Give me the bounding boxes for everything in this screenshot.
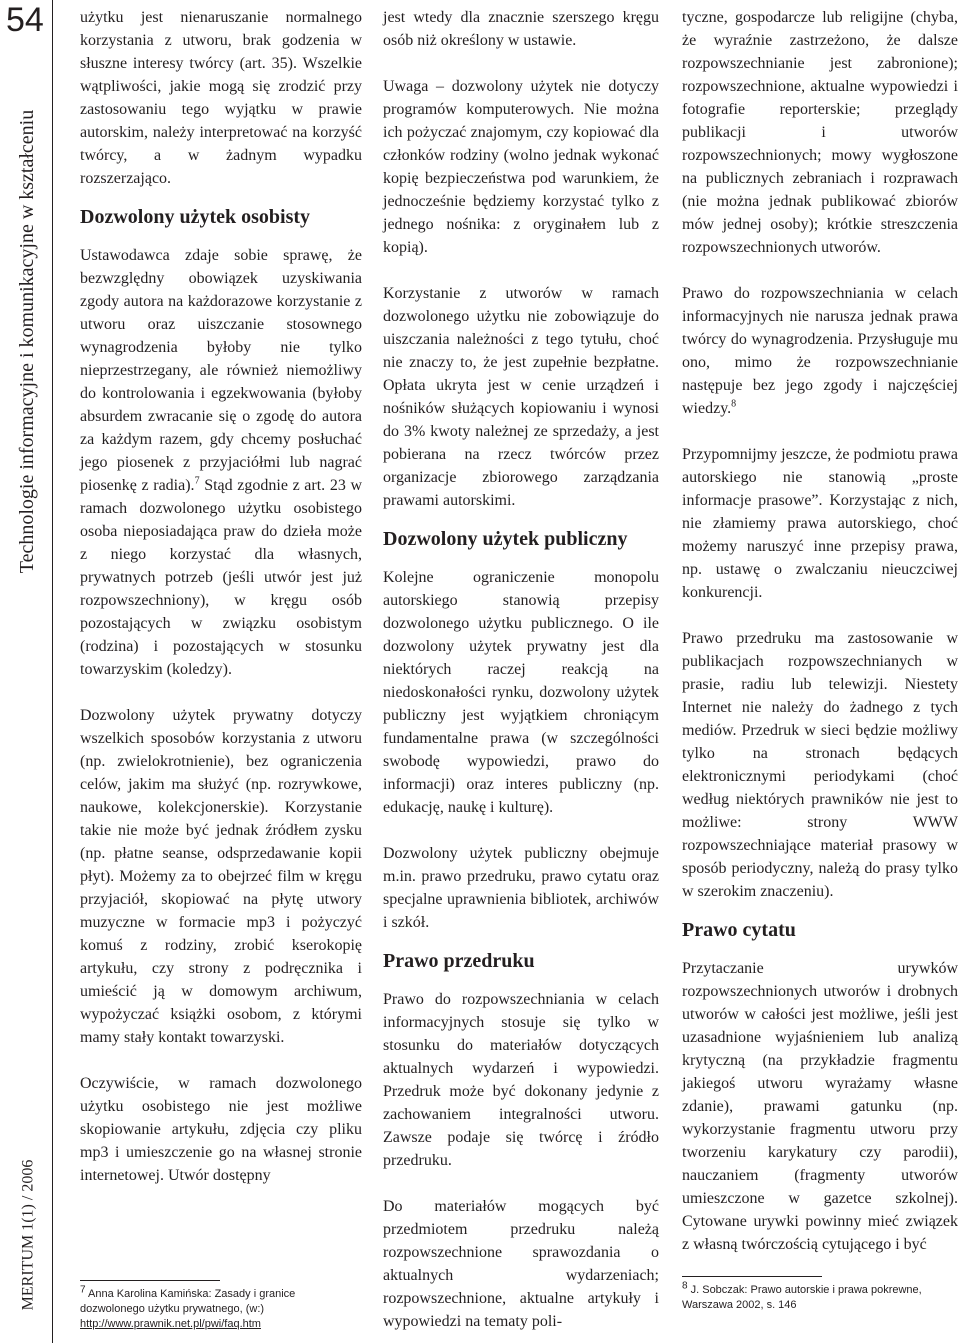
paragraph: Oczywiście, w ramach dozwolonego użytku osobistego nie jest możliwe skopiowanie artykułu, zdjęcia czy pliku mp3 i umieszczenie go na własnej stronie internetowej. Utwór dostępny <box>80 1075 362 1184</box>
paragraph: Prawo do rozpowszechniania w celach informacyjnych stosuje się tylko w stosunku do materiałów dotyczących aktualnych wydarzeń i wypowiedzi. Przedruk może być dokonany jedynie z zachowaniem integralności utworu. Zawsze podaje się twórcę i źródło przedruku. <box>383 991 659 1169</box>
footnote <box>682 1280 958 1313</box>
section-heading: Prawo przedruku <box>383 950 535 972</box>
section-heading: Dozwolony użytek osobisty <box>80 206 311 228</box>
paragraph: jest wtedy dla znacznie szerszego kręgu osób niż określony w ustawie. <box>383 9 659 49</box>
column-2 <box>383 0 659 1343</box>
paragraph: tyczne, gospodarcze lub religijne (chyba, że wyraźnie zastrzeżono, że dalsze rozpowszechnianie jest zabronione); rozpowszechnione, aktualne wypowiedzi i fotografie reporterskie; przeglądy publikacji i utworów rozpowszechnionych; mowy wygłoszone na publicznych zebraniach i rozprawach (nie można jednak publikować zbiorów mów jednej osoby); krótkie streszczenia rozpowszechnionych utworów. <box>682 9 958 256</box>
paragraph: Kolejne ograniczenie monopolu autorskiego stanowią przepisy dozwolonego użytku publicznego. O ile dozwolony użytek prywatny jest dla niektórych raczej reakcją na niedoskonałości rynku, dozwolony użytek publiczny jest wyjątkiem chroniącym fundamentalne prawa (w szczególności swobodę wypowiedzi, prawo do informacji) oraz interes publiczny (np. edukację, naukę i kulturę). <box>383 569 659 816</box>
paragraph <box>682 282 958 420</box>
paragraph: Przypomnijmy jeszcze, że podmiotu prawa autorskiego nie stanowią „proste informacje prasowe”. Korzystając z nich, nie złamiemy prawa autorskiego, choć możemy naruszyć inne przepisy prawa, np. ustawę o zwalczaniu nieuczciwej konkurencji. <box>682 446 958 601</box>
footnote-text: Anna Karolina Kamińska: Zasady i granice dozwolonego użytku prywatnego, (w:) <box>80 1288 296 1315</box>
footnote <box>80 1284 362 1332</box>
paragraph: Przytaczanie urywków rozpowszechnionych utworów i drobnych utworów w całości jest możliwe, jeśli jest uzasadnione wyjaśnieniem lub analizą krytyczną (na przykładzie fragmentu jakiegoś utworu wyrażamy własne zdanie), prawami gatunku (np. wykorzystanie fragmentu utworu przy tworzeniu karykatury czy parodii), nauczaniem (fragmenty utworów umieszczone w gazetce szkolnej). Cytowane urywki powinny mieć związek z własną twórczością cytującego i być <box>682 960 958 1253</box>
footnote-number: 8 <box>682 1280 688 1292</box>
side-running-title <box>8 46 48 636</box>
footnote-ref: 7 <box>194 475 200 487</box>
footnote-text: J. Sobczak: Prawo autorskie i prawa pokrewne, Warszawa 2002, s. 146 <box>682 1284 922 1311</box>
page-number: 54 <box>6 1 44 39</box>
footnote-link[interactable]: http://www.prawnik.net.pl/pwi/faq.htm <box>80 1318 261 1330</box>
footnote-block <box>80 1280 362 1332</box>
footnote-ref: 8 <box>731 398 737 410</box>
paragraph: Prawo przedruku ma zastosowanie w publikacjach rozpowszechnianych w prasie, radiu lub telewizji. Niestety Internet nie należy do żadnego z tych mediów. Przedruk w sieci będzie możliwy tylko na stronach będących elektronicznymi periodykami (choć według niektórych prawników nie jest to możliwe: strony WWW rozpowszechniające materiał prasowy w sposób periodyczny, należą do prasy tylko w szerokim znaczeniu). <box>682 630 958 900</box>
side-running-title-text: Technologie informacyjne i komunikacyjne w kształceniu <box>16 109 39 573</box>
side-journal-issue-text: MERITUM 1(1) / 2006 <box>19 1159 36 1311</box>
paragraph: Korzystanie z utworów w ramach dozwolonego użytku nie zobowiązuje do uiszczania należności z tego tytułu, choć nie znaczy to, że jest zupełnie bezpłatne. Opłata ukryta jest w cenie urządzeń i nośników służących kopiowaniu i wynosi do 3% kwoty należnej ze sprzedaży, a jest pobierana na rzecz twórców przez organizacje zbiorowego zarządzania prawami autorskimi. <box>383 285 659 509</box>
paragraph: Do materiałów mogących być przedmiotem przedruku należą rozpowszechnione sprawozdania o aktualnych wydarzeniach; rozpowszechnione, aktualne artykuły i wypowiedzi na tematy poli- <box>383 1198 659 1330</box>
side-divider <box>52 0 53 1343</box>
footnote-rule <box>682 1276 822 1277</box>
side-journal-issue <box>8 1140 48 1330</box>
column-3 <box>682 0 958 1343</box>
paragraph-text: Prawo do rozpowszechniania w celach informacyjnych nie narusza jednak prawa twórcy do wynagrodzenia. Przysługuje mu ono, mimo że rozpowszechnianie następuje bez jego zgody i najczęściej wiedzy. <box>682 285 958 417</box>
paragraph: użytku jest nienaruszanie normalnego korzystania z utworu, brak godzenia w słuszne interesy twórcy (art. 35). Wszelkie wątpliwości, jakie mogą się zrodzić przy zastosowaniu tego wyjątku w prawie autorskim, należy interpretować na korzyść twórcy, a w żadnym wypadku rozszerzająco. <box>80 9 362 187</box>
paragraph: Dozwolony użytek publiczny obejmuje m.in. prawo przedruku, prawo cytatu oraz specjalne uprawnienia bibliotek, archiwów i szkół. <box>383 845 659 931</box>
paragraph: Dozwolony użytek prywatny dotyczy wszelkich sposobów korzystania z utworu (np. zwielokrotnienie), bez ograniczenia celów, jakim ma służyć (np. rozrywkowe, naukowe, kolekcjonerskie). Korzystanie takie nie może być jednak źródłem zysku (np. płatne seanse, odsprzedawanie kopii płyt). Możemy za to obejrzeć film w kręgu przyjaciół, skopiować na płytę utwory muzyczne w formacie mp3 i pożyczyć komuś z rodziny, zrobić kserokopię artykułu, czy strony z podręcznika i umieścić ją w domowym archiwum, wypożyczać książki osobom, z którymi mamy stały kontakt towarzyski. <box>80 707 362 1046</box>
footnote-block <box>682 1276 958 1313</box>
paragraph <box>80 244 362 681</box>
section-heading: Dozwolony użytek publiczny <box>383 528 628 550</box>
paragraph-text: Stąd zgodnie z art. 23 w ramach dozwolonego użytku osobistego osoba nieposiadająca praw do dzieła może z niego korzystać dla własnych, prywatnych potrzeb (jeśli utwór jest już rozpowszechniony), w kręgu osób pozostających w związku osobistym (rodzina) i pozostających w stosunku towarzyskim (koledzy). <box>80 477 363 678</box>
footnote-number: 7 <box>80 1284 86 1296</box>
footnote-rule <box>80 1280 220 1281</box>
section-heading: Prawo cytatu <box>682 919 796 941</box>
column-1 <box>80 0 362 1343</box>
paragraph-text: Ustawodawca zdaje sobie sprawę, że bezwzględny obowiązek uzyskiwania zgody autora na każdorazowe korzystanie z utworu oraz uiszczanie stosownego wynagrodzenia byłoby nie tylko nieprzestrzegany, ale również niemożliwy do kontrolowania i egzekwowania (byłoby absurdem zwracanie się o zgodę do autora za każdym razem, gdy chcemy posłuchać jego piosenek z przyjaciółmi lub nagrać piosenkę z radia). <box>80 247 362 494</box>
paragraph: Uwaga – dozwolony użytek nie dotyczy programów komputerowych. Nie można ich pożyczać znajomym, czy kopiować dla członków rodziny (wolno jednak wykonać kopię bezpieczeństwa pod warunkiem, że jednocześnie będziemy korzystać tylko z jednego nośnika: z oryginałem lub z kopią). <box>383 78 659 256</box>
